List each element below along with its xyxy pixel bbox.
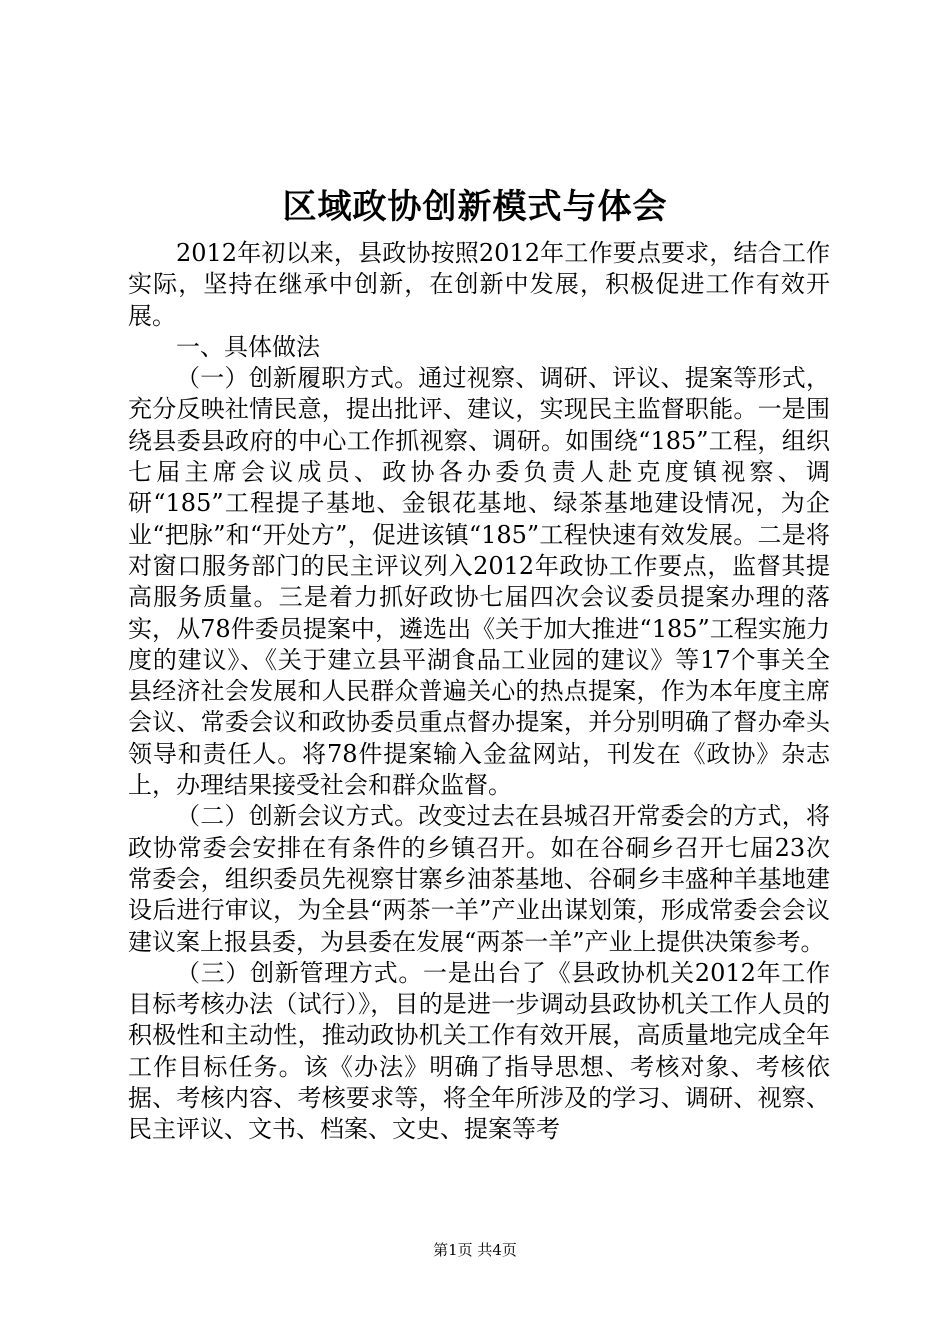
section-heading: 一、具体做法	[176, 332, 320, 361]
document-body	[128, 238, 830, 1146]
paragraph-item-1: （一）创新履职方式。通过视察、调研、评议、提案等形式，充分反映社情民意，提出批评、建议，实现民主监督职能。一是围绕县委县政府的中心工作抓视察、调研。如围绕“185”工程，组织七届主席会议成员、政协各办委负责人赴克度镇视察、调研“185”工程提子基地、金银花基地、绿茶基地建设情况，为企业“把脉”和“开处方”，促进该镇“185”工程快速有效发展。二是将对窗口服务部门的民主评议列入2012年政协工作要点，监督其提高服务质量。三是着力抓好政协七届四次会议委员提案办理的落实，从78件委员提案中，遴选出《关于加大推进“185”工程实施力度的建议》、《关于建立县平湖食品工业园的建议》等17个事关全县经济社会发展和人民群众普遍关心的热点提案，作为本年度主席会议、常委会议和政协委员重点督办提案，并分别明确了督办牵头领导和责任人。将78件提案输入金盆网站，刊发在《政协》杂志上，办理结果接受社会和群众监督。	[128, 364, 830, 800]
page-footer: 第1页 共4页	[433, 1241, 517, 1259]
paragraph-intro: 2012年初以来，县政协按照2012年工作要点要求，结合工作实际，坚持在继承中创新，在创新中发展，积极促进工作有效开展。	[128, 239, 830, 330]
document-title: 区域政协创新模式与体会	[282, 187, 668, 227]
paragraph-item-2: （二）创新会议方式。改变过去在县城召开常委会的方式，将政协常委会安排在有条件的乡镇召开。如在谷硐乡召开七届23次常委会，组织委员先视察甘寨乡油茶基地、谷硐乡丰盛种羊基地建设后进行审议，为全县“两茶一羊”产业出谋划策，形成常委会会议建议案上报县委，为县委在发展“两茶一羊”产业上提供决策参考。	[128, 802, 830, 956]
paragraph-item-3: （三）创新管理方式。一是出台了《县政协机关2012年工作目标考核办法（试行）》，目的是进一步调动县政协机关工作人员的积极性和主动性，推动政协机关工作有效开展，高质量地完成全年工作目标任务。该《办法》明确了指导思想、考核对象、考核依据、考核内容、考核要求等，将全年所涉及的学习、调研、视察、民主评议、文书、档案、文史、提案等考	[128, 958, 830, 1144]
